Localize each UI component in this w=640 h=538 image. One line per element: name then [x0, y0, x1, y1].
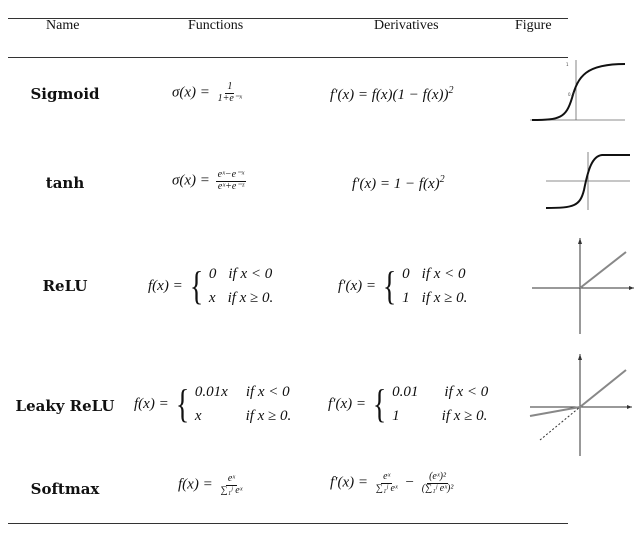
tanh-num: eˣ−e⁻ˣ — [217, 169, 245, 180]
leaky-relu-derivative-case-value: 1 — [392, 408, 400, 424]
leaky-relu-case-condition: if x < 0 — [245, 384, 290, 400]
top-rule — [8, 18, 568, 19]
row-name-leaky-relu: Leaky ReLU — [15, 397, 115, 415]
relu-function-piece — [148, 262, 273, 310]
tanh-derivative-text: f′(x) = 1 − f(x) — [352, 176, 440, 192]
sigmoid-derivative-sup: 2 — [448, 85, 454, 96]
relu-figure — [530, 236, 636, 336]
relu-function-cases — [209, 262, 273, 310]
leaky-relu-derivative-brace: { — [372, 381, 387, 426]
row-name-softmax: Softmax — [30, 480, 100, 498]
softmax-den: ∑₁ʲ eˣ — [220, 484, 243, 496]
tanh-fraction — [216, 170, 247, 192]
softmax-function — [178, 474, 246, 496]
sigmoid-derivative-text: f′(x) = f(x)(1 − f(x)) — [330, 87, 449, 103]
leaky-relu-derivative-case-condition: if x ≥ 0. — [441, 408, 488, 424]
tanh-derivative-sup: 2 — [439, 174, 445, 185]
sigmoid-fraction — [216, 82, 244, 104]
leaky-relu-figure — [528, 352, 634, 458]
sigmoid-derivative — [330, 85, 453, 104]
leaky-relu-case-value: 0.01x — [194, 384, 228, 400]
softmax-derivative-fraction-2 — [420, 472, 456, 494]
leaky-relu-function-lhs: f(x) = — [134, 395, 169, 412]
header-derivatives: Derivatives — [374, 18, 439, 33]
sigmoid-den: 1+e⁻ˣ — [217, 92, 242, 104]
tanh-figure — [544, 150, 632, 212]
bottom-rule — [8, 523, 568, 524]
row-name-relu: ReLU — [42, 277, 88, 295]
relu-derivative — [338, 262, 467, 310]
softmax-num: eˣ — [227, 473, 236, 484]
relu-case-condition: if x ≥ 0. — [227, 290, 274, 306]
softmax-derivative-num1: eˣ — [383, 471, 391, 482]
relu-derivative-case-value: 1 — [402, 290, 410, 306]
softmax-derivative-den2: (∑₁ʲ eˣ)² — [421, 482, 454, 494]
softmax-function-lhs: f(x) = — [178, 476, 213, 493]
softmax-derivative — [330, 472, 457, 494]
row-name-tanh: tanh — [45, 174, 85, 192]
softmax-derivative-num2: (eˣ)² — [429, 471, 446, 482]
relu-derivative-case-condition: if x ≥ 0. — [421, 290, 468, 306]
svg-text:0.5: 0.5 — [568, 92, 575, 97]
softmax-derivative-minus: − — [405, 474, 414, 491]
relu-case-value: x — [208, 290, 216, 306]
relu-derivative-brace: { — [382, 263, 397, 308]
tanh-function-lhs: σ(x) = — [172, 172, 210, 189]
header-functions: Functions — [188, 18, 244, 33]
svg-text:1: 1 — [566, 62, 569, 67]
leaky-relu-derivative — [328, 380, 488, 428]
softmax-derivative-den1: ∑₁ʲ eˣ — [375, 482, 398, 494]
tanh-derivative — [352, 174, 445, 193]
header-rule — [8, 57, 568, 58]
relu-function — [148, 262, 273, 310]
leaky-relu-derivative-case-condition: if x < 0 — [444, 384, 489, 400]
sigmoid-function-lhs: σ(x) = — [172, 84, 210, 101]
relu-derivative-lhs: f′(x) = — [338, 277, 376, 294]
leaky-relu-function-brace: { — [175, 381, 190, 426]
leaky-relu-derivative-cases — [392, 380, 488, 428]
leaky-relu-derivative-piece — [328, 380, 488, 428]
relu-derivative-cases — [402, 262, 467, 310]
sigmoid-figure — [530, 58, 630, 122]
relu-function-lhs: f(x) = — [148, 277, 183, 294]
leaky-relu-function-piece — [134, 380, 291, 428]
sigmoid-num: 1 — [227, 81, 233, 92]
relu-case-value: 0 — [208, 266, 217, 282]
relu-derivative-piece — [338, 262, 467, 310]
leaky-relu-case-condition: if x ≥ 0. — [245, 408, 292, 424]
tanh-function — [172, 170, 248, 192]
softmax-derivative-fraction-1 — [374, 472, 400, 494]
relu-derivative-case-condition: if x < 0 — [421, 266, 466, 282]
row-name-sigmoid: Sigmoid — [30, 85, 100, 103]
sigmoid-function — [172, 82, 246, 104]
tanh-den: eˣ+e⁻ᶻ — [217, 180, 245, 192]
leaky-relu-function — [134, 380, 291, 428]
relu-function-brace: { — [189, 263, 204, 308]
relu-case-condition: if x < 0 — [228, 266, 273, 282]
leaky-relu-case-value: x — [194, 408, 202, 424]
leaky-relu-derivative-case-value: 0.01 — [392, 384, 419, 400]
leaky-relu-function-cases — [195, 380, 291, 428]
header-name: Name — [46, 18, 80, 33]
softmax-derivative-lhs: f′(x) = — [330, 474, 368, 491]
header-figure: Figure — [515, 18, 552, 33]
softmax-fraction — [218, 474, 244, 496]
leaky-relu-derivative-lhs: f′(x) = — [328, 395, 366, 412]
relu-derivative-case-value: 0 — [402, 266, 410, 282]
